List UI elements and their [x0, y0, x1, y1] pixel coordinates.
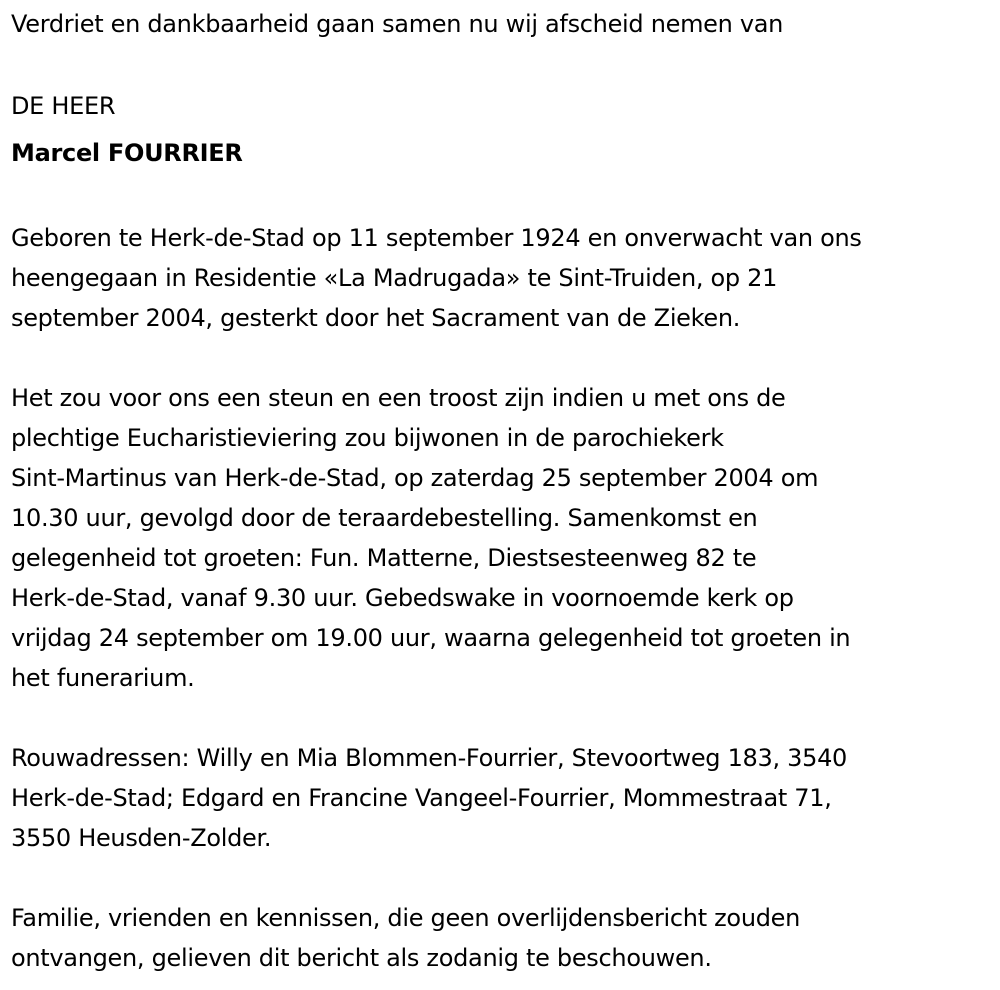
spacer [11, 178, 986, 218]
text-line: Herk-de-Stad; Edgard en Francine Vangeel-Fourrier, Mommestraat 71, [11, 784, 832, 812]
text-line: Sint-Martinus van Herk-de-Stad, op zaterdag 25 september 2004 om [11, 464, 819, 492]
ceremony-paragraph [11, 378, 986, 698]
birth-paragraph [11, 218, 986, 338]
text-line: 3550 Heusden-Zolder. [11, 824, 272, 852]
text-line: Familie, vrienden en kennissen, die geen overlijdensbericht zouden [11, 904, 801, 932]
text-line: Rouwadressen: Willy en Mia Blommen-Fourrier, Stevoortweg 183, 3540 [11, 744, 848, 772]
text-line: ontvangen, gelieven dit bericht als zodanig te beschouwen. [11, 944, 712, 972]
text-line: Herk-de-Stad, vanaf 9.30 uur. Gebedswake in voornoemde kerk op [11, 584, 794, 612]
text-line: plechtige Eucharistieviering zou bijwonen in de parochiekerk [11, 424, 724, 452]
text-line: 10.30 uur, gevolgd door de teraardebestelling. Samenkomst en [11, 504, 758, 532]
text-line: heengegaan in Residentie «La Madrugada» te Sint-Truiden, op 21 [11, 264, 778, 292]
text-line: het funerarium. [11, 664, 195, 692]
obituary-notice [11, 4, 986, 978]
deceased-name: Marcel FOURRIER [11, 139, 243, 167]
honorific-title: DE HEER [11, 92, 116, 120]
text-line: Geboren te Herk-de-Stad op 11 september 1924 en onverwacht van ons [11, 224, 862, 252]
text-line: Het zou voor ons een steun en een troost zijn indien u met ons de [11, 384, 786, 412]
spacer [11, 338, 986, 378]
text-line: september 2004, gesterkt door het Sacrament van de Zieken. [11, 304, 741, 332]
spacer [11, 44, 986, 84]
spacer [11, 858, 986, 898]
address-paragraph [11, 738, 986, 858]
closing-paragraph [11, 898, 986, 978]
text-line: vrijdag 24 september om 19.00 uur, waarna gelegenheid tot groeten in [11, 624, 851, 652]
spacer [11, 698, 986, 738]
intro-line: Verdriet en dankbaarheid gaan samen nu wij afscheid nemen van [11, 10, 784, 38]
text-line: gelegenheid tot groeten: Fun. Matterne, Diestsesteenweg 82 te [11, 544, 757, 572]
